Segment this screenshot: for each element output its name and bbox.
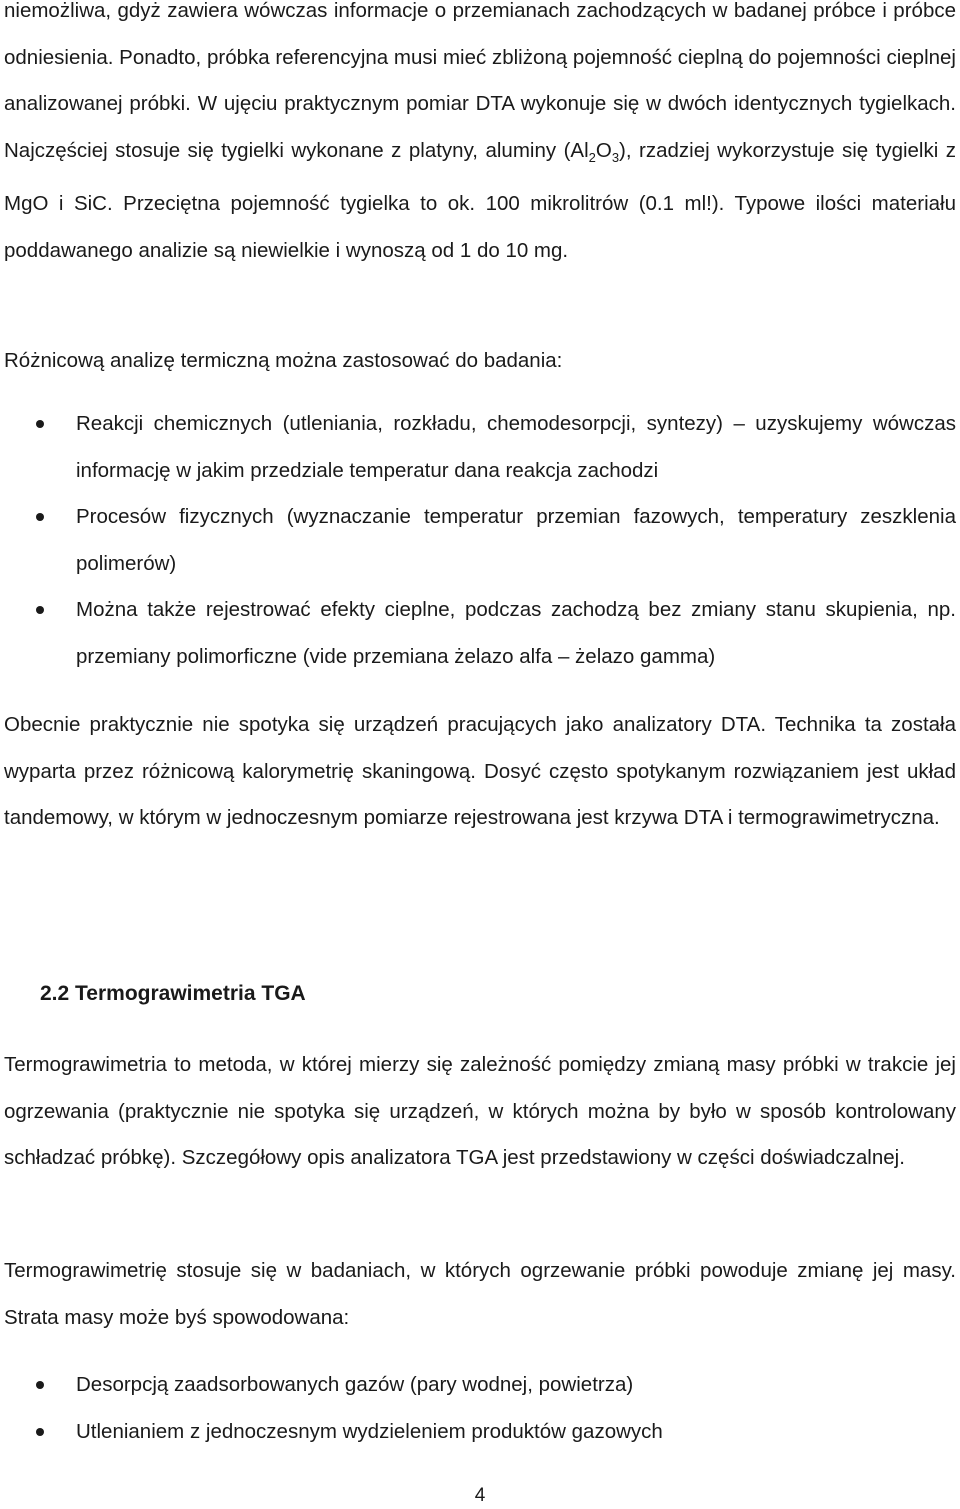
bullet-icon xyxy=(36,420,44,428)
page-number: 4 xyxy=(474,1485,486,1506)
list-item-text: Procesów fizycznych (wyznaczanie temperatur przemian fazowych, temperatury zeszklenia polimerów) xyxy=(76,505,956,575)
paragraph-tga-usage: Termograwimetrię stosuje się w badaniach, w których ogrzewanie próbki powoduje zmianę jej masy. Strata masy może byś spowodowana: xyxy=(4,1259,956,1329)
dta-applications-list xyxy=(0,401,956,680)
list-item-text: Reakcji chemicznych (utleniania, rozkładu, chemodesorpcji, syntezy) – uzyskujemy wówczas informację w jakim przedziale temperatur dana reakcja zachodzi xyxy=(76,412,956,482)
list-item-text: Można także rejestrować efekty cieplne, podczas zachodzą bez zmiany stanu skupienia, np. przemiany polimorficzne (vide przemiana żelazo alfa – żelazo gamma) xyxy=(76,598,956,668)
list-item xyxy=(0,1409,956,1456)
paragraph-dta-obsolete: Obecnie praktycznie nie spotyka się urządzeń pracujących jako analizatory DTA. Technika ta została wyparta przez różnicową kalorymetrię skaningową. Dosyć często spotykanym rozwiązaniem jest układ tandemowy, w którym w jednoczesnym pomiarze rejestrowana jest krzywa DTA i termograwimetryczna. xyxy=(4,713,956,829)
list-item xyxy=(0,401,956,494)
mass-loss-causes-list xyxy=(0,1362,956,1455)
bullet-icon xyxy=(36,513,44,521)
list-item-text: Utlenianiem z jednoczesnym wydzieleniem produktów gazowych xyxy=(76,1419,663,1443)
bullet-icon xyxy=(36,1428,44,1436)
list-item xyxy=(0,587,956,680)
subscript: 2 xyxy=(588,149,596,165)
subscript: 3 xyxy=(611,149,620,165)
text-run: O xyxy=(595,138,612,162)
paragraph-dta-crucibles xyxy=(4,0,956,274)
paragraph-dta-applications-intro: Różnicową analizę termiczną można zastosować do badania: xyxy=(4,349,563,372)
list-item-text: Desorpcją zaadsorbowanych gazów (pary wodnej, powietrza) xyxy=(76,1373,634,1396)
list-item xyxy=(0,494,956,587)
bullet-icon xyxy=(36,1381,44,1389)
text-run: niemożliwa, gdyż zawiera wówczas informacje o przemianach zachodzących w badanej próbce i próbce odniesienia. Ponadto, próbka referencyjna musi mieć zbliżoną pojemność cieplną do pojemności cieplnej analizowanej próbki. W ujęciu praktycznym pomiar DTA wykonuje się w dwóch identycznych tygielkach. Najczęściej stosuje się tygielki wykonane z platyny, aluminy (Al xyxy=(4,0,956,162)
paragraph-tga-definition: Termograwimetria to metoda, w której mierzy się zależność pomiędzy zmianą masy próbki w trakcie jej ogrzewania (praktycznie nie spotyka się urządzeń, w których można by było w sposób kontrolowany schładzać próbkę). Szczegółowy opis analizatora TGA jest przedstawiony w części doświadczalnej. xyxy=(4,1053,956,1169)
list-item xyxy=(0,1362,956,1409)
section-heading: 2.2 Termograwimetria TGA xyxy=(40,982,306,1005)
bullet-icon xyxy=(36,606,44,614)
text-run: ), rzadziej wykorzystuje się tygielki z MgO i SiC. Przeciętna pojemność tygielka to ok. 100 mikrolitrów (0.1 ml!). Typowe ilości materiału poddawanego analizie są niewielkie i wynoszą od 1 do 10 mg. xyxy=(4,138,957,262)
